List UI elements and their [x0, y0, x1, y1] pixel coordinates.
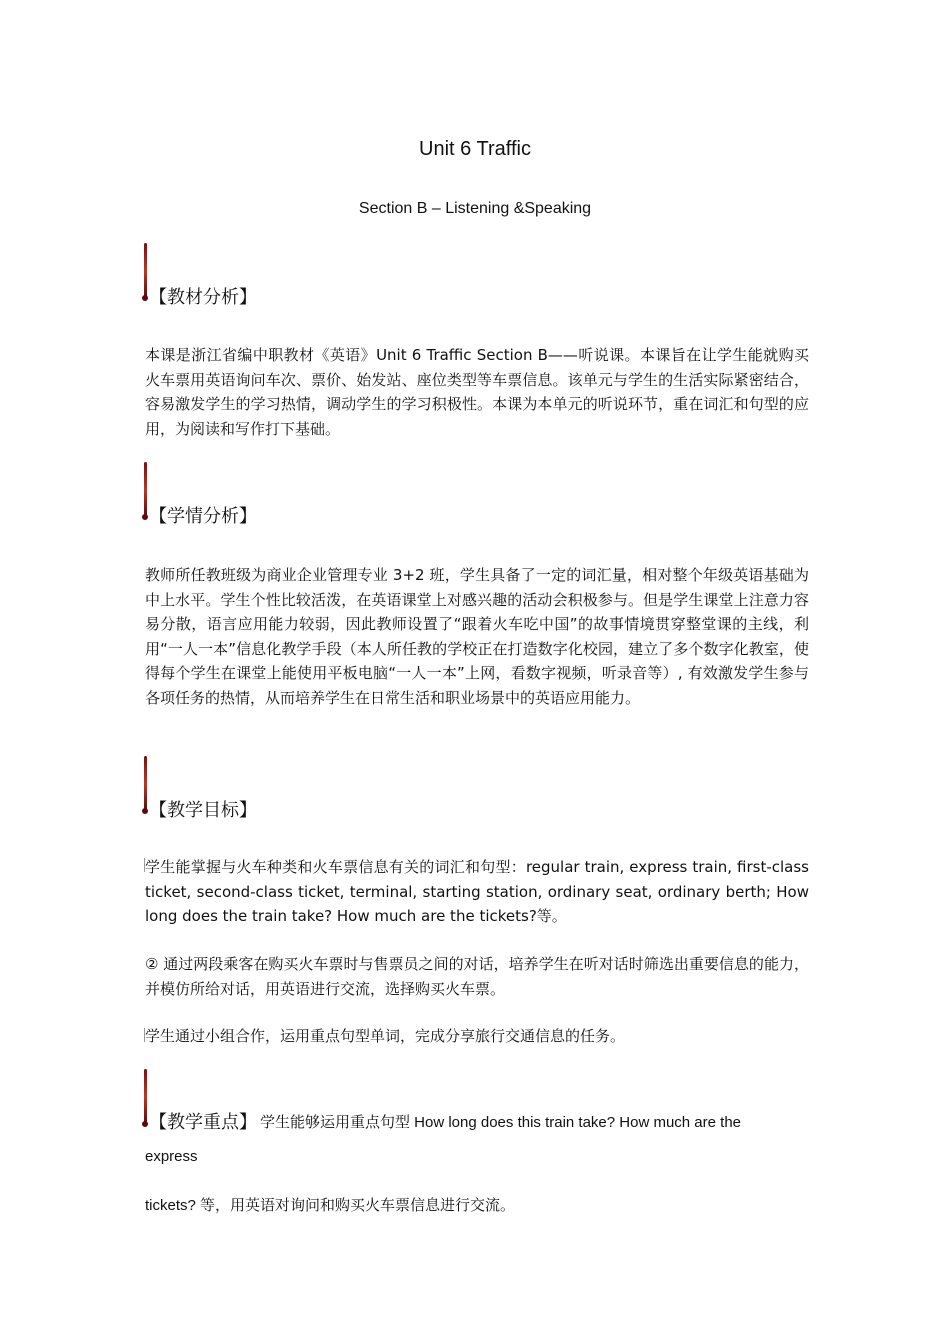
- heading-textbook-analysis: 【教材分析】: [149, 287, 257, 308]
- key-points-line-2: express: [145, 1148, 198, 1165]
- heading-key-points: 【教学重点】: [149, 1112, 257, 1133]
- document-subtitle: Section B – Listening &Speaking: [358, 200, 592, 217]
- section-marker-icon: [144, 1069, 147, 1125]
- paragraph-textbook-analysis: 本课是浙江省编中职教材《英语》Unit 6 Traffic Section B——听说课。本课旨在让学生能就购买火车票用英语询问车次、票价、始发站、座位类型等车票信息。该单元与学生的生活实际紧密结合，容易激发学生的学习热情，调动学生的学习积极性。本课为本单元的听说环节，重在词汇和句型的应用，为阅读和写作打下基础。: [145, 346, 809, 438]
- heading-teaching-goals: 【教学目标】: [149, 800, 257, 821]
- paragraph-goal-2: ② 通过两段乘客在购买火车票时与售票员之间的对话，培养学生在听对话时筛选出重要信息的能力，并模仿所给对话，用英语进行交流，选择购买火车票。: [145, 955, 809, 998]
- section-marker-icon: [144, 756, 147, 812]
- heading-student-analysis: 【学情分析】: [149, 506, 257, 527]
- paragraph-goal-3: 学生通过小组合作，运用重点句型单词，完成分享旅行交通信息的任务。: [145, 1027, 626, 1045]
- paragraph-student-analysis: 教师所任教班级为商业企业管理专业 3+2 班，学生具备了一定的词汇量，相对整个年级英语基础为中上水平。学生个性比较活泼，在英语课堂上对感兴趣的活动会积极参与。但是学生课堂上注意力容易分散，语言应用能力较弱，因此教师设置了“跟着火车吃中国”的故事情境贯穿整堂课的主线，利用“一人一本”信息化教学手段（本人所任教的学校正在打造数字化校园，建立了多个数字化教室，使得每个学生在课堂上能使用平板电脑“一人一本”上网，看数字视频，听录音等）, 有效激发学生参与各项任务的热情，从而培养学生在日常生活和职业场景中的英语应用能力。: [145, 566, 809, 707]
- document-title: Unit 6 Traffic: [419, 138, 531, 160]
- section-marker-icon: [144, 243, 147, 299]
- key-points-line-1: 学生能够运用重点句型 How long does this train take? How much are the: [260, 1114, 742, 1131]
- paragraph-goal-1: 学生能掌握与火车种类和火车票信息有关的词汇和句型：regular train, express train, first-class ticket, second-class ticket, terminal, starting station, ordinary seat, ordinary berth; How long does the train take? How much are the tickets?等。: [145, 858, 809, 926]
- section-marker-icon: [144, 462, 147, 518]
- key-points-line-3: tickets? 等，用英语对询问和购买火车票信息进行交流。: [145, 1197, 516, 1214]
